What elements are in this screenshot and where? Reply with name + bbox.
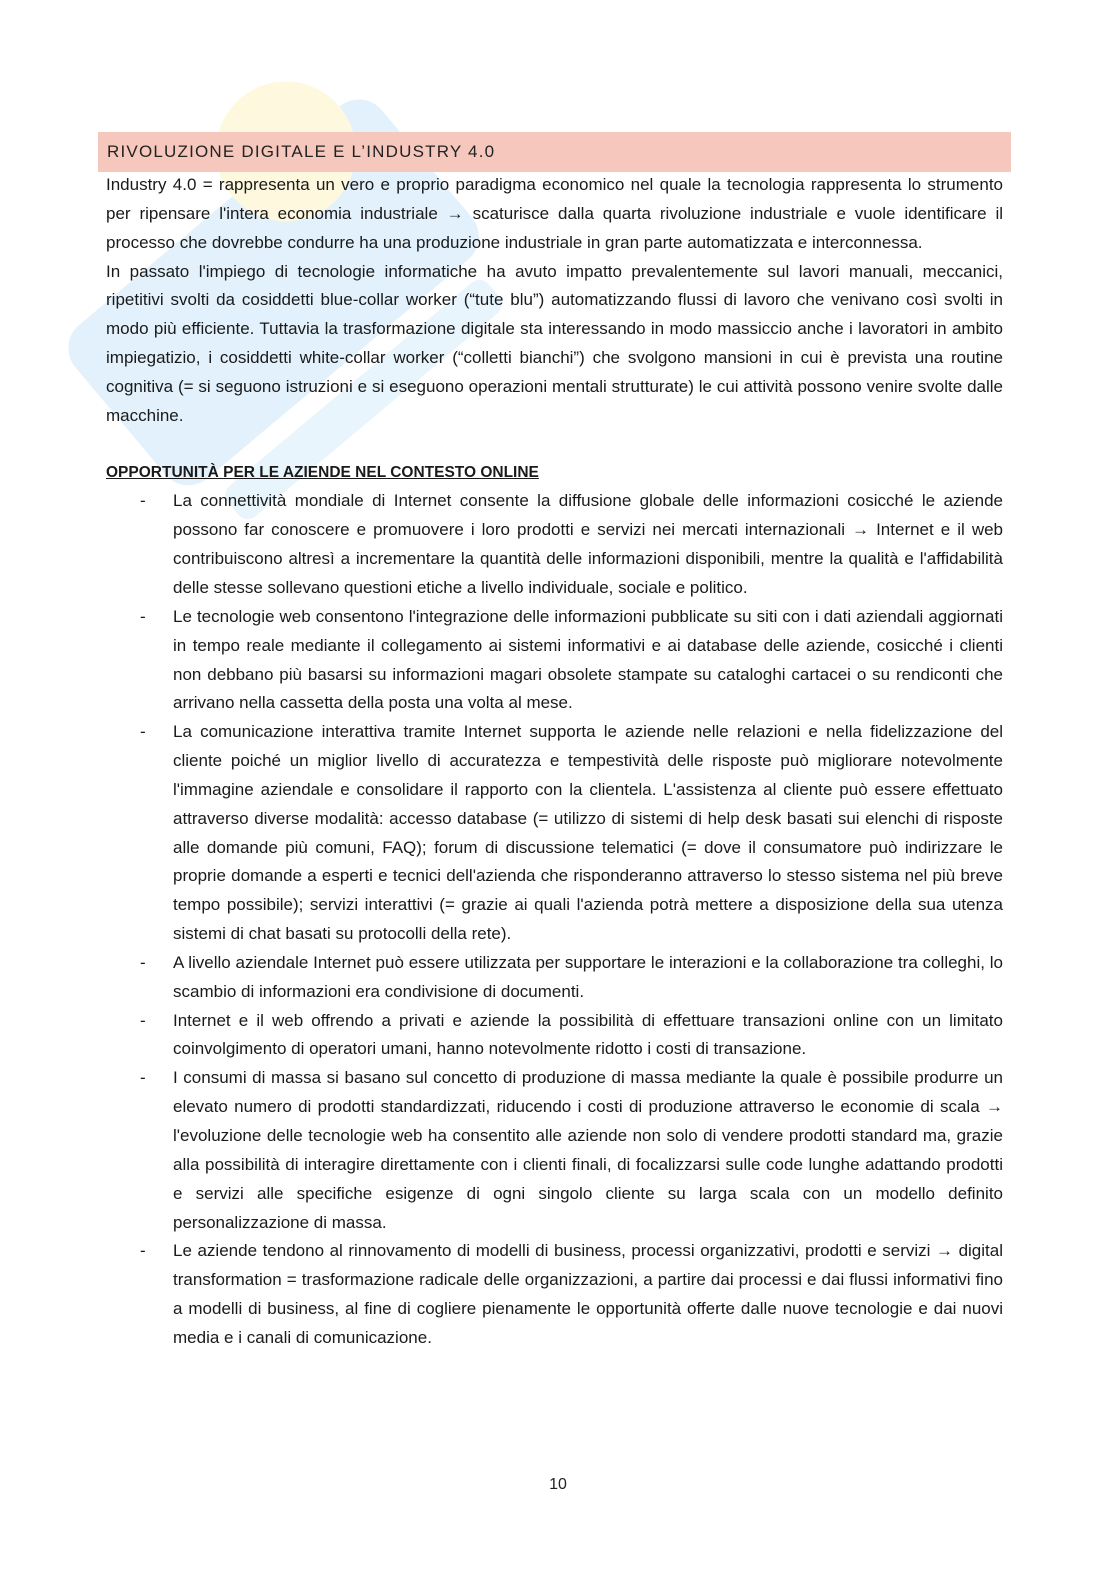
section-heading-bar bbox=[98, 132, 1011, 172]
list-item-text: Internet e il web offrendo a privati e aziende la possibilità di effettuare transazioni online con un limitato coinvolgimento di operatori umani, hanno notevolmente ridotto i costi di transazione. bbox=[173, 1010, 1003, 1059]
bullet-dash: - bbox=[140, 491, 146, 511]
list-item bbox=[106, 603, 1003, 718]
paragraph-digital-transformation: In passato l'impiego di tecnologie informatiche ha avuto impatto prevalentemente sul lavori manuali, meccanici, ripetitivi svolti da cosiddetti blue-collar worker (“tute blu”) automatizzando flussi di lavoro che venivano così svolti in modo più efficiente. Tuttavia la trasformazione digitale sta interessando in modo massiccio anche i lavoratori in ambito impiegatizio, i cosiddetti white-collar worker (“colletti bianchi”) che svolgono mansioni in cui è prevista una routine cognitiva (= si seguono istruzioni e si eseguono operazioni mentali strutturate) le cui attività possono venire svolte dalle macchine. bbox=[106, 261, 1003, 425]
list-item bbox=[106, 1064, 1003, 1237]
list-item bbox=[106, 1007, 1003, 1065]
list-item-text: Le aziende tendono al rinnovamento di modelli di business, processi organizzativi, prodotti e servizi → digital transformation = trasformazione radicale delle organizzazioni, a partire dai processi e dai flussi informativi fino a modelli di business, al fine di cogliere pienamente le opportunità offerte dalle nuove tecnologie e dai nuovi media e i canali di comunicazione. bbox=[173, 1241, 1003, 1347]
bullet-dash: - bbox=[140, 1010, 146, 1030]
list-item-text: La connettività mondiale di Internet consente la diffusione globale delle informazioni cosicché le aziende possono far conoscere e promuovere i loro prodotti e servizi nei mercati internazionali → Internet e il web contribuiscono altresì a incrementare la quantità delle informazioni disponibili, mentre la qualità e l'affidabilità delle stesse sollevano questioni etiche a livello individuale, sociale e politico. bbox=[173, 491, 1003, 597]
section-heading: RIVOLUZIONE DIGITALE E L’INDUSTRY 4.0 bbox=[107, 142, 496, 161]
list-item bbox=[106, 718, 1003, 949]
bullet-dash: - bbox=[140, 1241, 146, 1261]
list-item-text: La comunicazione interattiva tramite Internet supporta le aziende nelle relazioni e nella fidelizzazione del cliente poiché un miglior livello di accuratezza e tempestività delle risposte può migliorare notevolmente l'immagine aziendale e consolidare il rapporto con la clientela. L'assistenza al cliente può essere effettuato attraverso diverse modalità: accesso database (= utilizzo di sistemi di help desk basati sui elenchi di risposte alle domande più comuni, FAQ); forum di discussione telematici (= dove il consumatore può indirizzare le proprie domande a esperti e tecnici dell'azienda che risponderanno attraverso lo stesso sistema nel più breve tempo possibile); servizi interattivi (= grazie ai quali l'azienda potrà mettere a disposizione della sua utenza sistemi di chat basati su protocolli della rete). bbox=[173, 722, 1003, 944]
bullet-dash: - bbox=[140, 952, 146, 972]
list-item bbox=[106, 1237, 1003, 1352]
opportunities-list bbox=[106, 487, 1003, 1352]
list-item-text: Le tecnologie web consentono l'integrazione delle informazioni pubblicate su siti con i dati aziendali aggiornati in tempo reale mediante il collegamento ai sistemi informativi e ai database delle aziende, cosicché i clienti non debbano più basarsi su informazioni magari obsolete stampate su cataloghi cartacei o su rendiconti che arrivano nella cassetta della posta una volta al mese. bbox=[173, 606, 1003, 713]
paragraph-industry-40: Industry 4.0 = rappresenta un vero e proprio paradigma economico nel quale la tecnologia rappresenta lo strumento per ripensare l'intera economia industriale → scaturisce dalla quarta rivoluzione industriale e vuole identificare il processo che dovrebbe condurre ha una produzione industriale in gran parte automatizzata e interconnessa. bbox=[106, 175, 1003, 252]
list-item-text: I consumi di massa si basano sul concetto di produzione di massa mediante la quale è possibile produrre un elevato numero di prodotti standardizzati, riducendo i costi di produzione attraverso le economie di scala → l'evoluzione delle tecnologie web ha consentito alle aziende non solo di vendere prodotti standard ma, grazie alla possibilità di interagire direttamente con i clienti finali, di focalizzarsi sulle code lunghe adattando prodotti e servizi alle specifiche esigenze di ogni singolo cliente su larga scala con un modello definito personalizzazione di massa. bbox=[173, 1068, 1003, 1232]
bullet-dash: - bbox=[140, 606, 146, 626]
bullet-dash: - bbox=[140, 1068, 146, 1088]
bullet-dash: - bbox=[140, 722, 146, 742]
list-item bbox=[106, 949, 1003, 1007]
list-item-text: A livello aziendale Internet può essere utilizzata per supportare le interazioni e la collaborazione tra colleghi, lo scambio di informazioni era condivisione di documenti. bbox=[173, 952, 1003, 1001]
subsection-heading: OPPORTUNITÀ PER LE AZIENDE NEL CONTESTO ONLINE bbox=[106, 463, 539, 481]
page-number: 10 bbox=[549, 1476, 567, 1493]
list-item bbox=[106, 487, 1003, 602]
document-body bbox=[106, 171, 1003, 1353]
